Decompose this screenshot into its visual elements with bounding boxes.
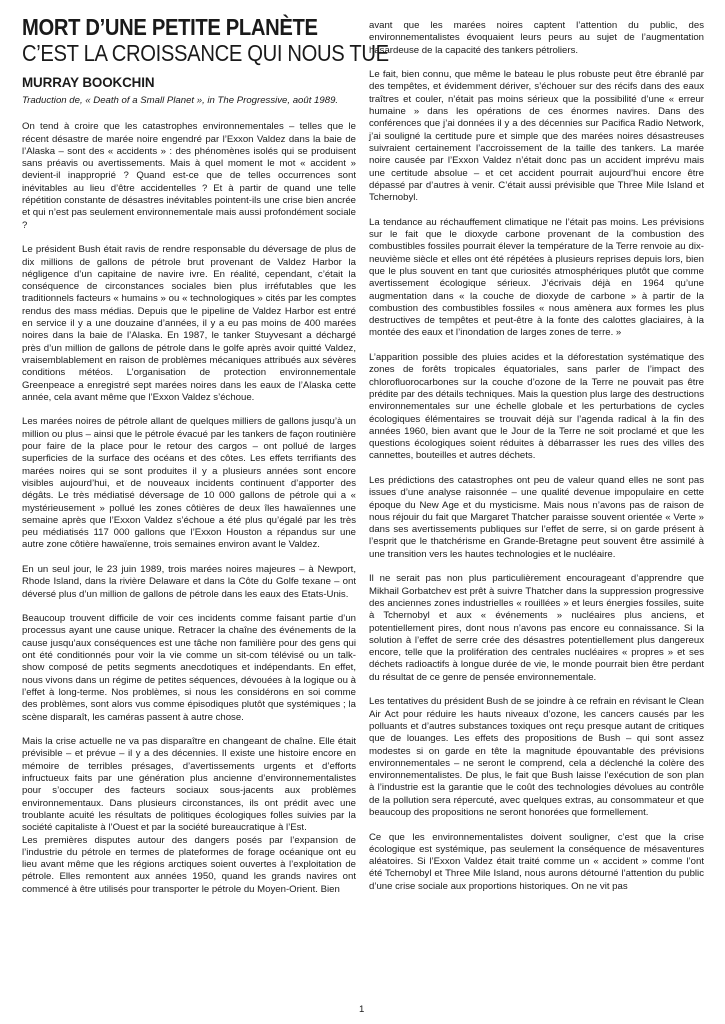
- paragraph: Mais la crise actuelle ne va pas disparaître en changeant de chaîne. Elle était prévisible – et prévue – il y a des décennies. Il existe une histoire encore en mémoire de terribles présages, d’avertissements urgents et d’efforts infructueux faits par une génération plus ancienne d’environnementalistes pour s’occuper des facteurs sociaux sous-jacents aux problèmes environnementaux. Dans plusieurs circonstances, ils ont prédit avec une troublante acuité les résultats de politiques écologiques folles suivies par la société capitaliste à l’Ouest et par la société bureaucratique à l’Est.: [22, 736, 356, 834]
- left-column: [22, 14, 389, 908]
- paragraph: Beaucoup trouvent difficile de voir ces incidents comme faisant partie d’un processus ayant une cause unique. Retracer la chaîne des événements de la cause jusqu’aux conséquences est une tâche non familière pour des gens qui ont été conditionnés pour voir la vie comme un sit-com télévisé ou un talk-show composé de petits segments anecdotiques et indépendants. En effet, nous vivons dans un régime de petites séquences, dévouées à la logique ou à l’effet à long-terme. Nos problèmes, si nous les considérons en soi comme des problèmes, sont alors vus comme épisodiques plutôt que systémiques ; la scène disparaît, les caméras passent à autre chose.: [22, 613, 356, 723]
- paragraph: Les prédictions des catastrophes ont peu de valeur quand elles ne sont pas issues d’une analyse raisonnée – une qualité devenue impopulaire en cette époque du New Age et du mysticisme. Mais nous n’avons pas de raison de nous réjouir du fait que Margaret Thatcher paraisse souvent orientée « Verte » dans ses avertissements publiques sur l’effet de serre, si on garde présent à l’esprit que le thatchérisme en Grande-Bretagne peut souvent être assimilé à une transition vers les hautes technologies et le nucléaire.: [369, 474, 704, 560]
- paragraph: Il ne serait pas non plus particulièrement encourageant d’apprendre que Mikhail Gorbatchev est prêt à suivre Thatcher dans la suppression progressive des anciennes zones industrielles « rouillées » et leurs énergies fossiles, suite à Tchernobyl et aux « événements » nucléaires plus anciens, et potentiellement pires, dont nous n’avons pas encore eu connaissance. Si la solution à l’effet de serre crée des désastres potentiellement plus dangereux encore, telle que la prolifération des centrales nucléaires « propres » et ses déchets radioactifs à longue durée de vie, le monde pourrait bien être perdant du résultat de ce genre de pensée environnementale.: [369, 573, 704, 683]
- paragraph: En un seul jour, le 23 juin 1989, trois marées noires majeures – à Newport, Rhode Island, dans la rivière Delaware et dans la Côte du Golfe texane – ont déversé plus d’un million de gallons de pétrole dans les eaux des Etats-Unis.: [22, 563, 356, 600]
- paragraph: avant que les marées noires captent l’attention du public, des environnementalistes évoquaient leurs peurs au sujet de l’augmentation hasardeuse de la capacité des tankers pétroliers.: [369, 20, 704, 56]
- paragraph: Les premières disputes autour des dangers posés par l’expansion de l’industrie du pétrole en termes de plateformes de forage océanique ont eu lieu avant même que les régions arctiques soient ouvertes à l’exploitation de pétrole. Elles remontent aux années 1950, quand les grands navires ont commencé à être utilisés pour transporter le pétrole du Moyen-Orient. Bien: [22, 834, 356, 895]
- paragraph: Le président Bush était ravis de rendre responsable du déversage de plus de dix millions de gallons de pétrole brut provenant de Valdez Harbor la négligence d’un capitaine de navire ivre. En réalité, cependant, c’était la conséquence de circonstances sociales bien plus irréfutables que les traditionnels facteurs « humains » ou « technologiques » cités par les comptes rendus des mass médias. Depuis que le pipeline de Valdez Harbor est entré en service il y a une douzaine d’années, il y a eu pas moins de 400 marées noires dans la baie de l’Alaska. En 1987, le tanker Stuyvesant a déchargé près d’un million de gallons de pétrole dans le golfe après avoir quitté Valdez, vraisemblablement en raison de problèmes mécaniques attribués aux sévères conditions météos. L’organisation de protection environnementale Greenpeace a enregistré sept marées noires dans les eaux de l’Alaska cette année, cela avant même que l’Exxon Valdez s’échoue.: [22, 244, 356, 403]
- paragraph: La tendance au réchauffement climatique ne l’était pas moins. Les prévisions sur le fait que le dioxyde carbone provenant de la combustion des combustibles fossiles pourrait élever la température de la Terre renvoie au dix-neuvième siècle et elles ont été répétées à plusieurs reprises depuis lors, bien que le plus souvent en tant que curiosités atmosphériques plutôt que comme avertissement écologique sérieux. J’écrivais déjà en 1964 qu’une augmentation dans « la couche de dioxyde de carbone » à partir de la combustion des combustibles fossiles « nous amènera aux formes les plus destructives de tempêtes et peut-être à la fonte des calottes glaciaires, à la montée des eaux et l’inondation de larges zones de terre. »: [369, 216, 704, 339]
- translation-note: Traduction de, « Death of a Small Planet », in The Progressive, août 1989.: [22, 95, 339, 106]
- paragraph: Ce que les environnementalistes doivent souligner, c’est que la crise écologique est systémique, pas seulement la conséquence de mésaventures aléatoires. Si l’Exxon Valdez était traité comme un « accident » comme l’ont été Tchernobyl et Three Mile Island, nous aurons détourné l’attention du public d’une crise sociale aux proportions historiques. On ne vit pas: [369, 831, 704, 892]
- paragraph: L’apparition possible des pluies acides et la déforestation systématique des zones de forêts tropicales équatoriales, sans parler de l’impact des chlorofluorocarbones sur la couche d’ozone de la Terre ne pouvait pas être prédite par des détails techniques. Mais la question plus large des destructions environnementales sur une échelle globale et les perturbations de cycles écologiques élémentaires se trouvait déjà sur l’agenda radical à la fin des années 1960, bien avant que le Jour de la Terre ne soit proclamé et que les questions écologiques soient réduites à débarrasser les rues des villes des cannettes, bouteilles et autres déchets.: [369, 352, 704, 462]
- paragraph: Les marées noires de pétrole allant de quelques milliers de gallons jusqu’à un million ou plus – ainsi que le pétrole évacué par les tankers de façon routinière pour faire de la place pour le retour des cargos – ont pollué de larges superficies de la surface des océans et des côtes. Les effets terrifiants des marées noires qui se sont produites il y a plusieurs années sont encore visibles aujourd’hui, et de nouveaux incidents continuent d’apporter des dégâts. Le très médiatisé déversage de 10 000 gallons de pétrole qui a « mystérieusement » pollué les zones côtières de deux îles hawaïennes une semaine après que l’Exxon Valdez s’échoue a été plus qu’égalé par les très peu médiatisés 117 000 gallons que l’Exxon Houston a répandus sur une autre zone côtière hawaïenne, trois semaines environ avant le Valdez.: [22, 416, 356, 551]
- paragraph: Le fait, bien connu, que même le bateau le plus robuste peut être ébranlé par des tempêtes, et évidemment dériver, s’échouer sur des récifs dans des eaux traîtres et couler, n’était pas moins sérieux que la possibilité d’une « erreur humaine » dans les opérations de ces énormes navires. Dans des conférences que j’ai données il y a des décennies sur Pacifica Radio Network, j’ai souligné la certitude pure et simple que des marées noires désastreuses suivraient certainement l’accroissement de la taille des tankers. La marée noire causée par l’Exxon Valdez n’était donc pas un accident imprévu mais une certitude absolue – et cet accident pourrait aujourd’hui encore être dépassé par d’autres à venir. C’était aussi prévisible que Three Mile Island et Tchernobyl.: [369, 69, 704, 204]
- paragraph: On tend à croire que les catastrophes environnementales – telles que le récent désastre de marée noire engendré par l’Exxon Valdez dans la baie de l’Alaska – sont des « accidents » : des phénomènes isolés qui se produisent sans préavis ou avertissements. Mais à quel moment le mot « accident » devient-il inapproprié ? Quand est-ce que de telles occurrences sont inévitables au lieu d’être accidentelles ? Et à partir de quand une telle répétition constante de désastres inévitables pointent-ils une crise bien ancrée et qui n’est pas seulement environnementale mais aussi profondément sociale ?: [22, 121, 356, 231]
- paragraph: Les tentatives du président Bush de se joindre à ce refrain en révisant le Clean Air Act pour réduire les hauts niveaux d’ozone, les cancers causés par les polluants et d’autres substances toxiques ont reçu presque autant de critiques que de louanges. Les effets des propositions de Bush – qui sont assez modestes si on garde en tête la magnitude épouvantable des prévisions environnementales – ne seront le comprend, cela a déclenché la colère des environnementalistes. De plus, le fait que Bush laisse l’exécution de son plan à l’industrie est la garantie que le coût des technologies dévolues au contrôle de la pollution sera répercuté, avec quelques extras, au consommateur et que beaucoup des propositions ne seront honorées que formellement.: [369, 696, 704, 818]
- article-title: MORT D’UNE PETITE PLANÈTE: [22, 14, 318, 40]
- page-number: 1: [359, 1004, 365, 1015]
- article-subtitle: C’EST LA CROISSANCE QUI NOUS TUE: [22, 40, 389, 66]
- author-name: MURRAY BOOKCHIN: [22, 75, 155, 90]
- right-column: [369, 20, 704, 905]
